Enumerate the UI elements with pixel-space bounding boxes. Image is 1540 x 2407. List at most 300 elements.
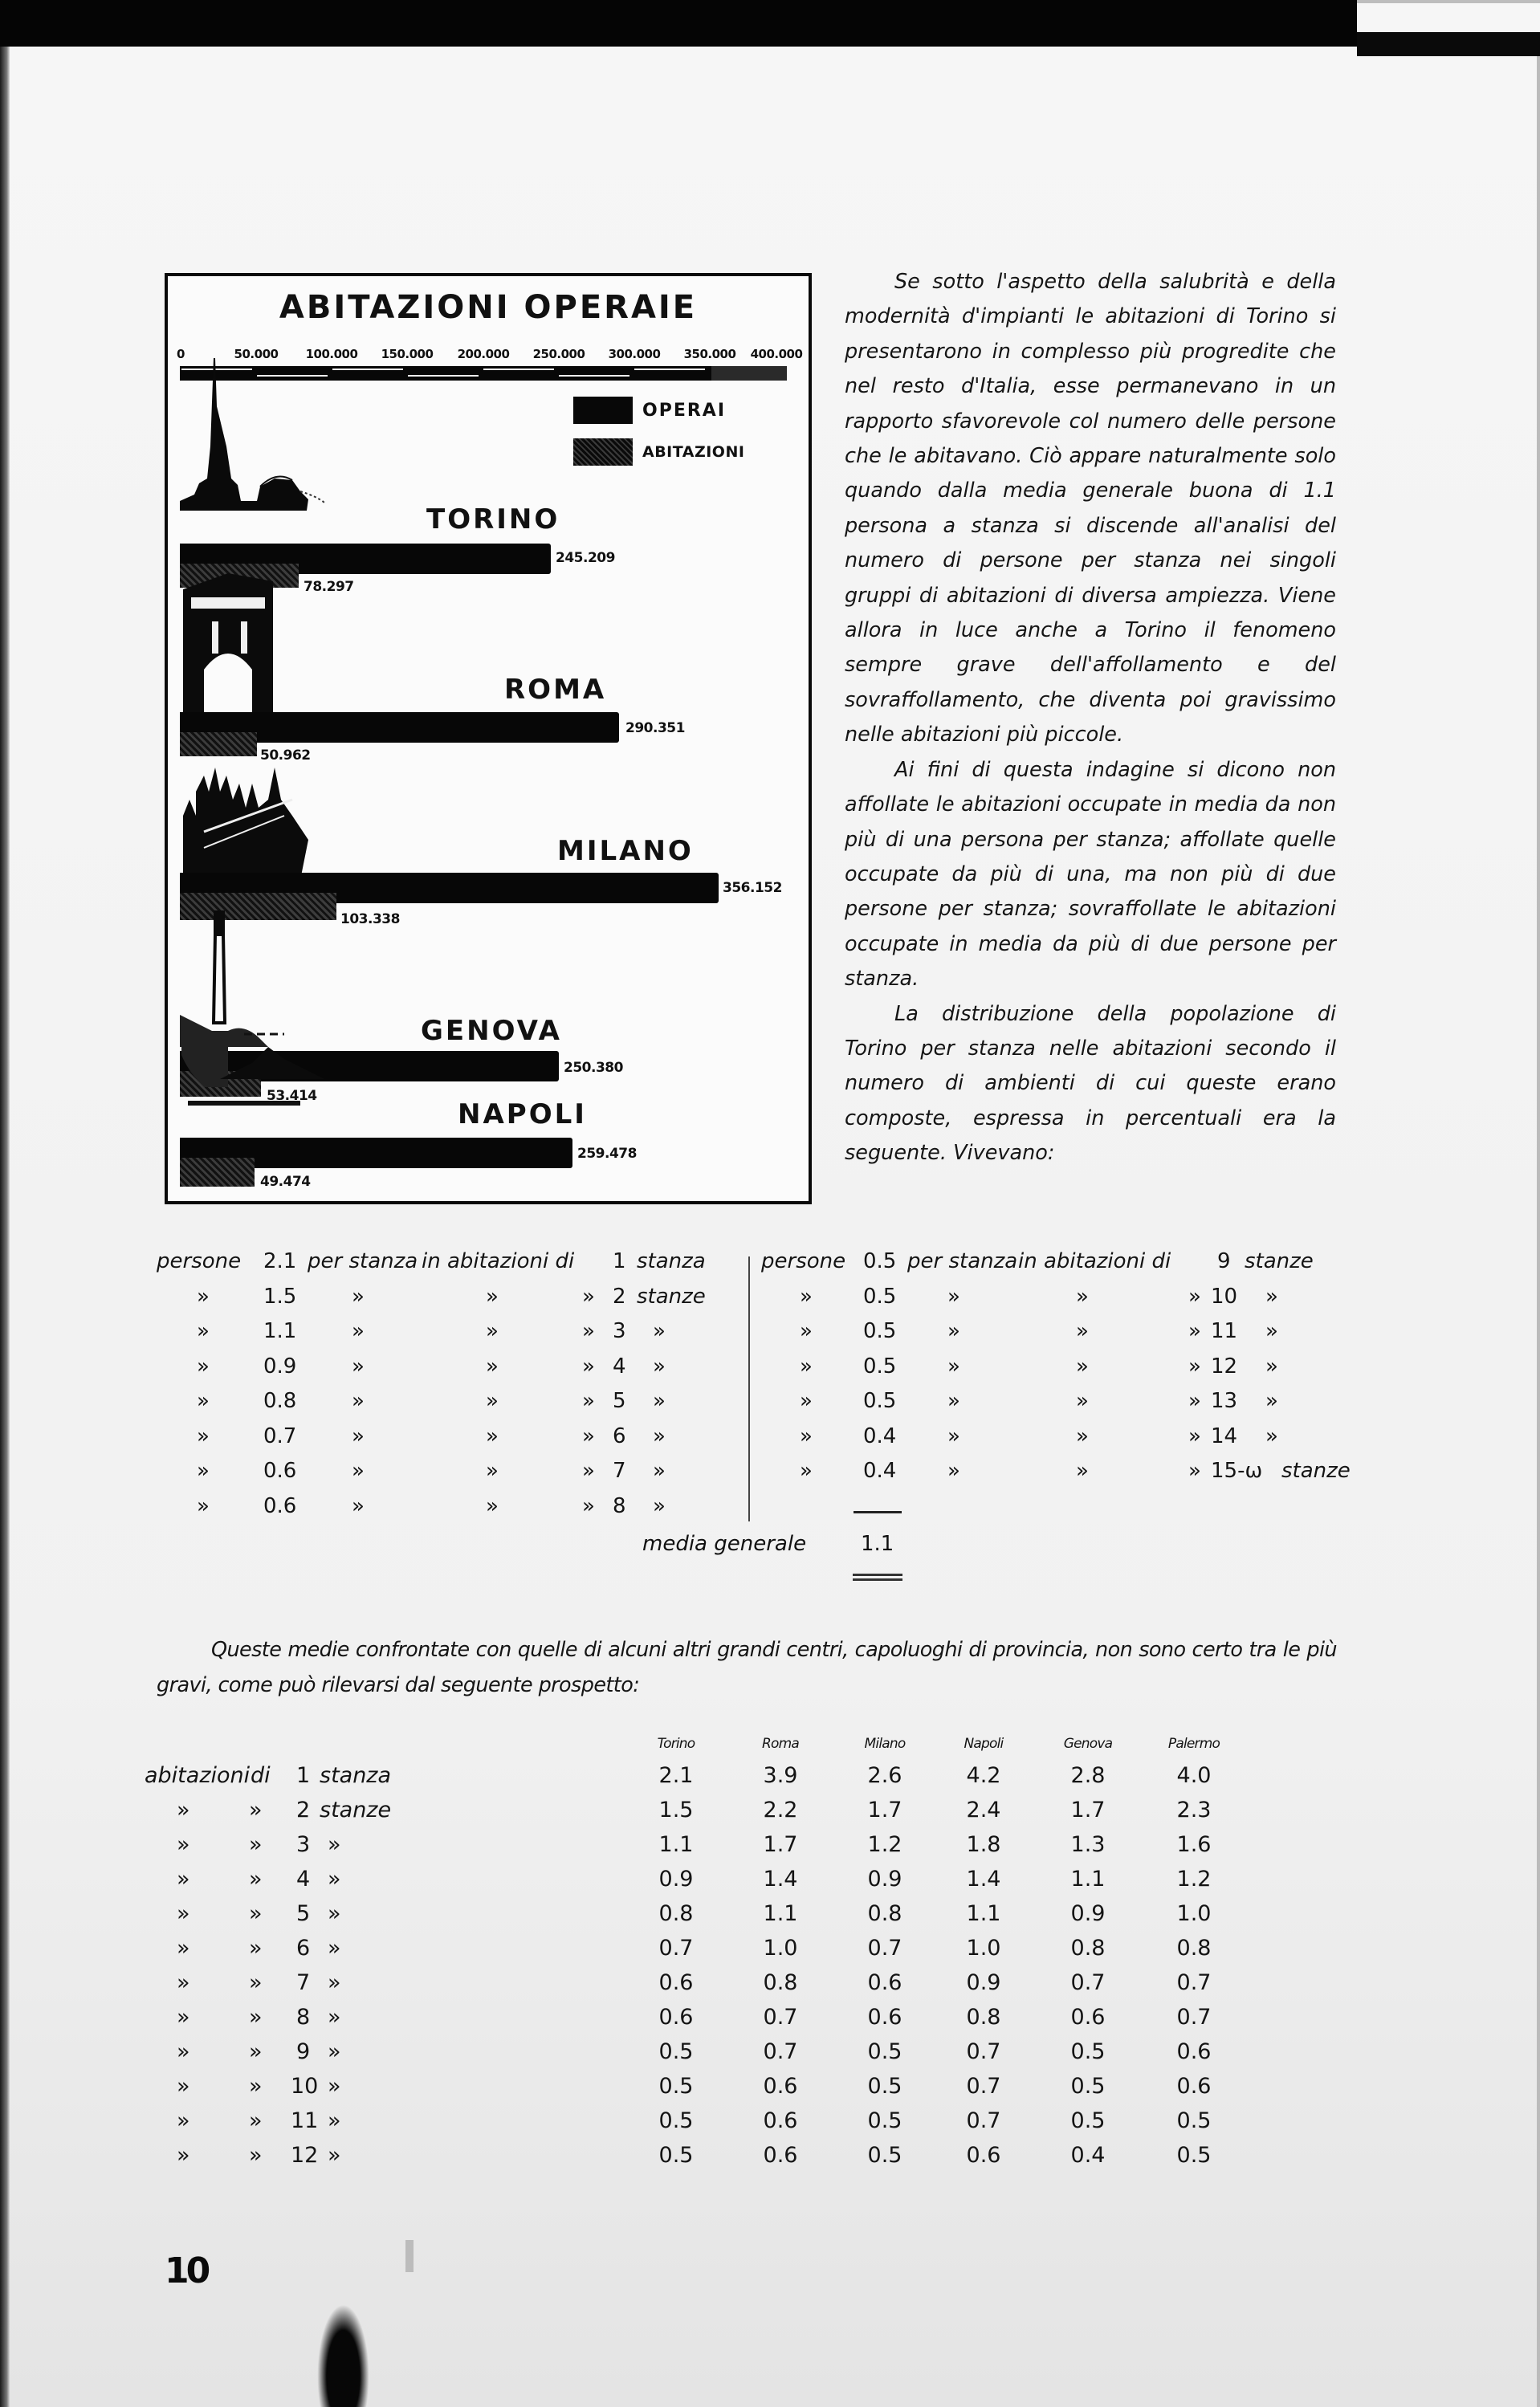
table-cell: »: [582, 1423, 595, 1448]
row-label: »: [249, 1798, 263, 1823]
cell-value-genova: 1.3: [1070, 1832, 1106, 1857]
torino-distribution-table-right: [761, 1244, 1355, 1489]
table-row: [761, 1384, 1355, 1419]
table-cell: »: [197, 1493, 210, 1518]
table-cell: »: [197, 1284, 210, 1309]
scan-dark-band-top-right: [1357, 32, 1540, 56]
table-cell: »: [653, 1354, 666, 1379]
cell-value-palermo: 0.6: [1176, 2074, 1212, 2099]
city-label: GENOVA: [421, 1015, 562, 1047]
vesuvius-pine-icon: [180, 1023, 340, 1135]
table-cell: »: [1076, 1354, 1089, 1379]
table-row: [157, 1350, 747, 1385]
cell-value-palermo: 0.6: [1176, 2039, 1212, 2064]
table-cell: »: [197, 1389, 210, 1413]
table-cell: »: [947, 1459, 960, 1483]
value-label-operai: 290.351: [625, 720, 685, 736]
room-count: 3: [296, 1832, 311, 1857]
row-label: »: [249, 2108, 263, 2133]
cell-value-genova: 0.6: [1070, 2005, 1106, 2030]
table-cell: »: [800, 1459, 813, 1483]
cell-value-torino: 0.6: [658, 2005, 694, 2030]
text: per stanza: [308, 1249, 418, 1273]
table-cell: 9: [1217, 1249, 1231, 1273]
city-group-napoli: [180, 1098, 806, 1208]
row-label: »: [249, 1867, 263, 1892]
table-cell: 1.1: [263, 1319, 297, 1343]
room-count: 1: [613, 1249, 626, 1273]
page-number: 10: [165, 2250, 208, 2291]
table-cell: »: [197, 1319, 210, 1343]
text: in abitazioni di: [422, 1249, 575, 1273]
room-count: 12: [291, 2143, 319, 2168]
table-cell: »: [582, 1319, 595, 1343]
table-cell: »: [653, 1459, 666, 1483]
table-cell: »: [1076, 1459, 1089, 1483]
cell-value-roma: 0.7: [763, 2039, 798, 2064]
table-row: [177, 1970, 1301, 2005]
table-row: [157, 1244, 747, 1280]
unit: »: [328, 1867, 341, 1892]
cell-value-milano: 0.5: [867, 2039, 902, 2064]
cell-value-torino: 2.1: [658, 1763, 694, 1788]
row-label: »: [249, 2005, 263, 2030]
table-row: [761, 1350, 1355, 1385]
cell-value-milano: 0.7: [867, 1936, 902, 1961]
value-label-operai: 245.209: [556, 550, 615, 566]
table-cell: »: [486, 1493, 499, 1518]
row-label: »: [249, 1901, 263, 1926]
city-label: ROMA: [504, 674, 607, 706]
table-cell: »: [800, 1284, 813, 1309]
value-label-abitazioni: 103.338: [340, 911, 400, 927]
table-cell: »: [352, 1459, 365, 1483]
row-label: »: [177, 1832, 190, 1857]
cell-value-palermo: 4.0: [1176, 1763, 1212, 1788]
row-label: persone: [157, 1249, 242, 1273]
x-tick-label: 100.000: [305, 347, 358, 361]
table-cell: stanze: [1245, 1249, 1314, 1273]
cell-value-napoli: 2.4: [966, 1798, 1001, 1823]
table-cell: 1.5: [263, 1284, 297, 1309]
table-cell: »: [197, 1423, 210, 1448]
scan-smudge: [317, 2304, 369, 2407]
table-row: [157, 1419, 747, 1455]
cell-value-palermo: 1.2: [1176, 1867, 1212, 1892]
paragraph: La distribuzione della popolazione di Torino per stanza nelle abitazioni secondo il numero di ambienti di cui queste erano composte, espressa in percentuali era la seguente. Vivevano:: [845, 1001, 1336, 1166]
mole-antonelliana-icon: [180, 358, 365, 519]
value-label-operai: 356.152: [723, 880, 782, 896]
room-count: 10: [291, 2074, 319, 2099]
table-cell: 10: [1211, 1284, 1238, 1309]
table-cell: »: [947, 1284, 960, 1309]
unit: »: [328, 2039, 341, 2064]
row-label: »: [177, 2005, 190, 2030]
unit: stanza: [320, 1763, 392, 1788]
table-header: [257, 1726, 1301, 1763]
table-cell: 13: [1211, 1389, 1238, 1413]
table-row: [177, 1832, 1301, 1867]
row-label: »: [177, 1867, 190, 1892]
table-cell: in abitazioni di: [1018, 1249, 1171, 1273]
column-header: Napoli: [964, 1736, 1004, 1752]
city-group-torino: [180, 389, 806, 595]
unit: »: [328, 1970, 341, 1995]
table-cell: »: [1188, 1423, 1201, 1448]
cell-value-roma: 1.1: [763, 1901, 798, 1926]
cell-value-napoli: 4.2: [966, 1763, 1001, 1788]
comparison-intro-paragraph: Queste medie confrontate con quelle di alcuni altri grandi centri, capoluoghi di provincia, non sono certo tra le più gravi, come può rilevarsi dal seguente prospetto:: [157, 1638, 1337, 1697]
cell-value-palermo: 0.5: [1176, 2143, 1212, 2168]
cell-value-napoli: 0.7: [966, 2039, 1001, 2064]
room-count: 4: [296, 1867, 311, 1892]
media-value: 1.1: [861, 1532, 894, 1556]
table-cell: »: [947, 1389, 960, 1413]
cell-value-genova: 0.5: [1070, 2074, 1106, 2099]
cell-value-genova: 1.7: [1070, 1798, 1106, 1823]
scan-edge-right: [1537, 56, 1540, 2407]
row-label: »: [177, 2143, 190, 2168]
table-cell: »: [352, 1284, 365, 1309]
legend-label: OPERAI: [642, 400, 727, 421]
room-count: 11: [291, 2108, 319, 2133]
paragraph: Ai fini di questa indagine si dicono non affollate le abitazioni occupate in media da non più di una persona per stanza; affollate quelle occupate da più di una, ma non più di due persone per stanza; sovraffollate le abitazioni occupate in media da più di due persone per stanza.: [845, 757, 1336, 992]
cell-value-palermo: 0.8: [1176, 1936, 1212, 1961]
table-cell: 0.7: [263, 1423, 297, 1448]
cell-value-roma: 0.7: [763, 2005, 798, 2030]
cell-value-roma: 0.8: [763, 1970, 798, 1995]
row-label: »: [177, 1798, 190, 1823]
cell-value-torino: 0.6: [658, 1970, 694, 1995]
table-cell: »: [653, 1493, 666, 1518]
body-text-column: [845, 265, 1336, 1171]
x-tick-label: 150.000: [381, 347, 434, 361]
room-count: 2: [296, 1798, 311, 1823]
table-cell: »: [486, 1423, 499, 1448]
cell-value-genova: 2.8: [1070, 1763, 1106, 1788]
media-generale-row: [642, 1532, 894, 1556]
unit: »: [328, 2074, 341, 2099]
legend-label: ABITAZIONI: [642, 443, 745, 461]
table-cell: 11: [1211, 1319, 1238, 1343]
table-cell: »: [1188, 1284, 1201, 1309]
cell-value-genova: 0.4: [1070, 2143, 1106, 2168]
room-count: 1: [296, 1763, 311, 1788]
city-label: TORINO: [426, 503, 560, 536]
table-cell: »: [486, 1319, 499, 1343]
table-row: [761, 1419, 1355, 1455]
bar-abitazioni: [180, 1158, 255, 1187]
table-cell: 0.9: [263, 1354, 297, 1379]
cell-value-genova: 0.8: [1070, 1936, 1106, 1961]
table-cell: 7: [613, 1459, 626, 1483]
milan-cathedral-icon: [180, 751, 316, 880]
persons-per-room: 2.1: [263, 1249, 297, 1273]
table-row: [157, 1384, 747, 1419]
cell-value-torino: 0.5: [658, 2039, 694, 2064]
cell-value-milano: 2.6: [867, 1763, 902, 1788]
table-cell: »: [1265, 1423, 1278, 1448]
table-row: [761, 1244, 1355, 1280]
table-cell: stanze: [1281, 1459, 1351, 1483]
value-label-abitazioni: 78.297: [304, 579, 354, 595]
row-label: »: [249, 2039, 263, 2064]
cell-value-roma: 1.4: [763, 1867, 798, 1892]
room-count: 5: [296, 1901, 311, 1926]
cell-value-napoli: 1.0: [966, 1936, 1001, 1961]
table-cell: »: [352, 1493, 365, 1518]
table-cell: »: [1265, 1319, 1278, 1343]
table-cell: »: [582, 1459, 595, 1483]
table-cell: »: [582, 1493, 595, 1518]
table-cell: per stanza: [907, 1249, 1018, 1273]
table-row: [177, 2143, 1301, 2177]
cell-value-torino: 0.5: [658, 2143, 694, 2168]
table-cell: »: [653, 1423, 666, 1448]
table-cell: persone: [761, 1249, 846, 1273]
table-cell: »: [1188, 1354, 1201, 1379]
unit: stanze: [320, 1798, 392, 1823]
value-label-abitazioni: 50.962: [260, 747, 311, 764]
table-cell: 3: [613, 1319, 626, 1343]
table-cell: »: [653, 1319, 666, 1343]
x-tick-label: 350.000: [683, 347, 736, 361]
cell-value-genova: 0.9: [1070, 1901, 1106, 1926]
table-row: [177, 2074, 1301, 2108]
column-header: Palermo: [1167, 1736, 1220, 1752]
unit: »: [328, 1901, 341, 1926]
cell-value-genova: 1.1: [1070, 1867, 1106, 1892]
cell-value-napoli: 0.9: [966, 1970, 1001, 1995]
table-cell: »: [486, 1354, 499, 1379]
cell-value-genova: 0.5: [1070, 2039, 1106, 2064]
table-cell: »: [486, 1284, 499, 1309]
table-cell: »: [1265, 1354, 1278, 1379]
table-row: [157, 1454, 747, 1489]
x-tick-label: 0: [177, 347, 185, 361]
table-cell: stanze: [637, 1284, 706, 1309]
cell-value-milano: 0.5: [867, 2108, 902, 2133]
cell-value-torino: 1.1: [658, 1832, 694, 1857]
table-cell: »: [800, 1354, 813, 1379]
room-count: 9: [296, 2039, 311, 2064]
cell-value-roma: 1.0: [763, 1936, 798, 1961]
unit: stanza: [637, 1249, 706, 1273]
table-cell: »: [582, 1284, 595, 1309]
cell-value-roma: 0.6: [763, 2074, 798, 2099]
column-header: Roma: [762, 1736, 799, 1752]
cell-value-palermo: 1.0: [1176, 1901, 1212, 1926]
table-row: [761, 1454, 1355, 1489]
cell-value-roma: 0.6: [763, 2108, 798, 2133]
table-cell: 12: [1211, 1354, 1238, 1379]
table-cell: 14: [1211, 1423, 1238, 1448]
table-cell: »: [800, 1389, 813, 1413]
table-cell: »: [352, 1389, 365, 1413]
table-cell: 0.5: [863, 1389, 897, 1413]
cell-value-genova: 0.7: [1070, 1970, 1106, 1995]
column-header: Milano: [864, 1736, 906, 1752]
unit: »: [328, 2108, 341, 2133]
table-row: [177, 2039, 1301, 2074]
cell-value-roma: 0.6: [763, 2143, 798, 2168]
row-label: »: [177, 1936, 190, 1961]
x-tick-label: 200.000: [457, 347, 510, 361]
cell-value-napoli: 0.7: [966, 2074, 1001, 2099]
table-row: [145, 1763, 1301, 1798]
column-header: Torino: [657, 1736, 695, 1752]
table-cell: »: [486, 1459, 499, 1483]
cell-value-torino: 0.7: [658, 1936, 694, 1961]
chart-title: ABITAZIONI OPERAIE: [279, 289, 698, 326]
value-label-operai: 250.380: [564, 1060, 623, 1076]
table-cell: »: [1188, 1319, 1201, 1343]
cell-value-roma: 2.2: [763, 1798, 798, 1823]
room-count: 8: [296, 2005, 311, 2030]
table-cell: »: [1076, 1423, 1089, 1448]
cell-value-milano: 0.5: [867, 2074, 902, 2099]
table-cell: »: [947, 1423, 960, 1448]
sum-rule: [854, 1511, 902, 1513]
paragraph: Se sotto l'aspetto della salubrità e della modernità d'impianti le abitazioni di Torino si presentarono in complesso più progredite che nel resto d'Italia, esse permanevano in un rapporto sfavorevole col numero delle persone che le abitavano. Ciò appare naturalmente solo quando dalla media generale buona di 1.1 persona a stanza si discende all'analisi del numero di persone per stanza nei singoli gruppi di abitazioni di diversa ampiezza. Viene allora in luce anche a Torino il fenomeno sempre grave dell'affollamento e del sovraffollamento, che diventa poi gravissimo nelle abitazioni più piccole.: [845, 270, 1336, 747]
table-body: [145, 1763, 1301, 2177]
table-cell: 5: [613, 1389, 626, 1413]
table-row: [177, 1936, 1301, 1970]
cell-value-torino: 1.5: [658, 1798, 694, 1823]
table-cell: 8: [613, 1493, 626, 1518]
cell-value-palermo: 0.7: [1176, 1970, 1212, 1995]
row-label: »: [177, 2108, 190, 2133]
city-comparison-table: [145, 1726, 1301, 2177]
table-cell: »: [197, 1459, 210, 1483]
table-cell: »: [352, 1354, 365, 1379]
table-cell: 0.4: [863, 1423, 897, 1448]
table-cell: »: [1076, 1284, 1089, 1309]
table-row: [177, 1798, 1301, 1832]
table-cell: 0.4: [863, 1459, 897, 1483]
table-cell: »: [947, 1319, 960, 1343]
table-row: [177, 1867, 1301, 1901]
room-count: 6: [296, 1936, 311, 1961]
row-label: »: [249, 1970, 263, 1995]
table-cell: »: [352, 1319, 365, 1343]
table-cell: 6: [613, 1423, 626, 1448]
x-tick-label: 400.000: [750, 347, 803, 361]
cell-value-roma: 3.9: [763, 1763, 798, 1788]
table-cell: 0.5: [863, 1249, 897, 1273]
table-row: [157, 1489, 747, 1525]
row-label: »: [249, 1936, 263, 1961]
table-cell: »: [947, 1354, 960, 1379]
scan-dark-band-top: [0, 0, 1357, 47]
unit: »: [328, 1832, 341, 1857]
cell-value-milano: 0.6: [867, 2005, 902, 2030]
cell-value-palermo: 1.6: [1176, 1832, 1212, 1857]
cell-value-milano: 0.9: [867, 1867, 902, 1892]
cell-value-milano: 1.2: [867, 1832, 902, 1857]
table-cell: »: [582, 1389, 595, 1413]
table-cell: 0.5: [863, 1354, 897, 1379]
cell-value-milano: 0.6: [867, 1970, 902, 1995]
triumphal-arch-icon: [180, 573, 276, 726]
cell-value-palermo: 0.5: [1176, 2108, 1212, 2133]
cell-value-torino: 0.5: [658, 2108, 694, 2133]
torino-distribution-table-left: [157, 1244, 747, 1524]
unit: »: [328, 1936, 341, 1961]
column-divider: [748, 1256, 750, 1521]
table-cell: »: [800, 1319, 813, 1343]
city-group-milano: [180, 742, 806, 927]
row-label: »: [177, 1901, 190, 1926]
table-cell: 0.6: [263, 1493, 297, 1518]
row-label: »: [177, 2039, 190, 2064]
cell-value-palermo: 0.7: [1176, 2005, 1212, 2030]
x-tick-label: 50.000: [234, 347, 279, 361]
cell-value-torino: 0.9: [658, 1867, 694, 1892]
table-cell: 2: [613, 1284, 626, 1309]
table-row: [177, 2005, 1301, 2039]
table-cell: »: [1076, 1319, 1089, 1343]
x-tick-label: 250.000: [532, 347, 585, 361]
row-label: »: [249, 1832, 263, 1857]
value-label-abitazioni: 53.414: [267, 1088, 317, 1104]
row-label: »: [177, 2074, 190, 2099]
table-cell: 0.8: [263, 1389, 297, 1413]
city-label: MILANO: [557, 835, 694, 867]
row-label: »: [177, 1970, 190, 1995]
table-row: [761, 1280, 1355, 1315]
cell-value-roma: 1.7: [763, 1832, 798, 1857]
value-label-operai: 259.478: [577, 1146, 637, 1162]
table-cell: »: [1265, 1284, 1278, 1309]
cell-value-napoli: 1.8: [966, 1832, 1001, 1857]
cell-value-torino: 0.5: [658, 2074, 694, 2099]
row-label: abitazioni: [145, 1763, 251, 1788]
table-cell: »: [1188, 1389, 1201, 1413]
cell-value-napoli: 1.1: [966, 1901, 1001, 1926]
table-cell: 0.6: [263, 1459, 297, 1483]
cell-value-palermo: 2.3: [1176, 1798, 1212, 1823]
table-row: [177, 1901, 1301, 1936]
cell-value-milano: 1.7: [867, 1798, 902, 1823]
table-cell: »: [800, 1423, 813, 1448]
table-cell: »: [1188, 1459, 1201, 1483]
row-label: di: [251, 1763, 271, 1788]
table-cell: »: [1265, 1389, 1278, 1413]
scan-smudge: [405, 2240, 414, 2272]
scan-binding-shadow: [0, 47, 10, 2407]
cell-value-napoli: 0.7: [966, 2108, 1001, 2133]
table-row: [761, 1314, 1355, 1350]
row-label: »: [249, 2074, 263, 2099]
cell-value-milano: 0.5: [867, 2143, 902, 2168]
cell-value-napoli: 1.4: [966, 1867, 1001, 1892]
table-cell: 4: [613, 1354, 626, 1379]
unit: »: [328, 2143, 341, 2168]
column-header: Genova: [1063, 1736, 1113, 1752]
table-cell: »: [653, 1389, 666, 1413]
cell-value-torino: 0.8: [658, 1901, 694, 1926]
x-tick-label: 300.000: [608, 347, 661, 361]
table-row: [157, 1314, 747, 1350]
table-cell: 0.5: [863, 1319, 897, 1343]
row-label: »: [249, 2143, 263, 2168]
cell-value-napoli: 0.6: [966, 2143, 1001, 2168]
unit: »: [328, 2005, 341, 2030]
bar-chart-abitazioni-operaie: [165, 273, 812, 1204]
table-cell: »: [582, 1354, 595, 1379]
cell-value-milano: 0.8: [867, 1901, 902, 1926]
